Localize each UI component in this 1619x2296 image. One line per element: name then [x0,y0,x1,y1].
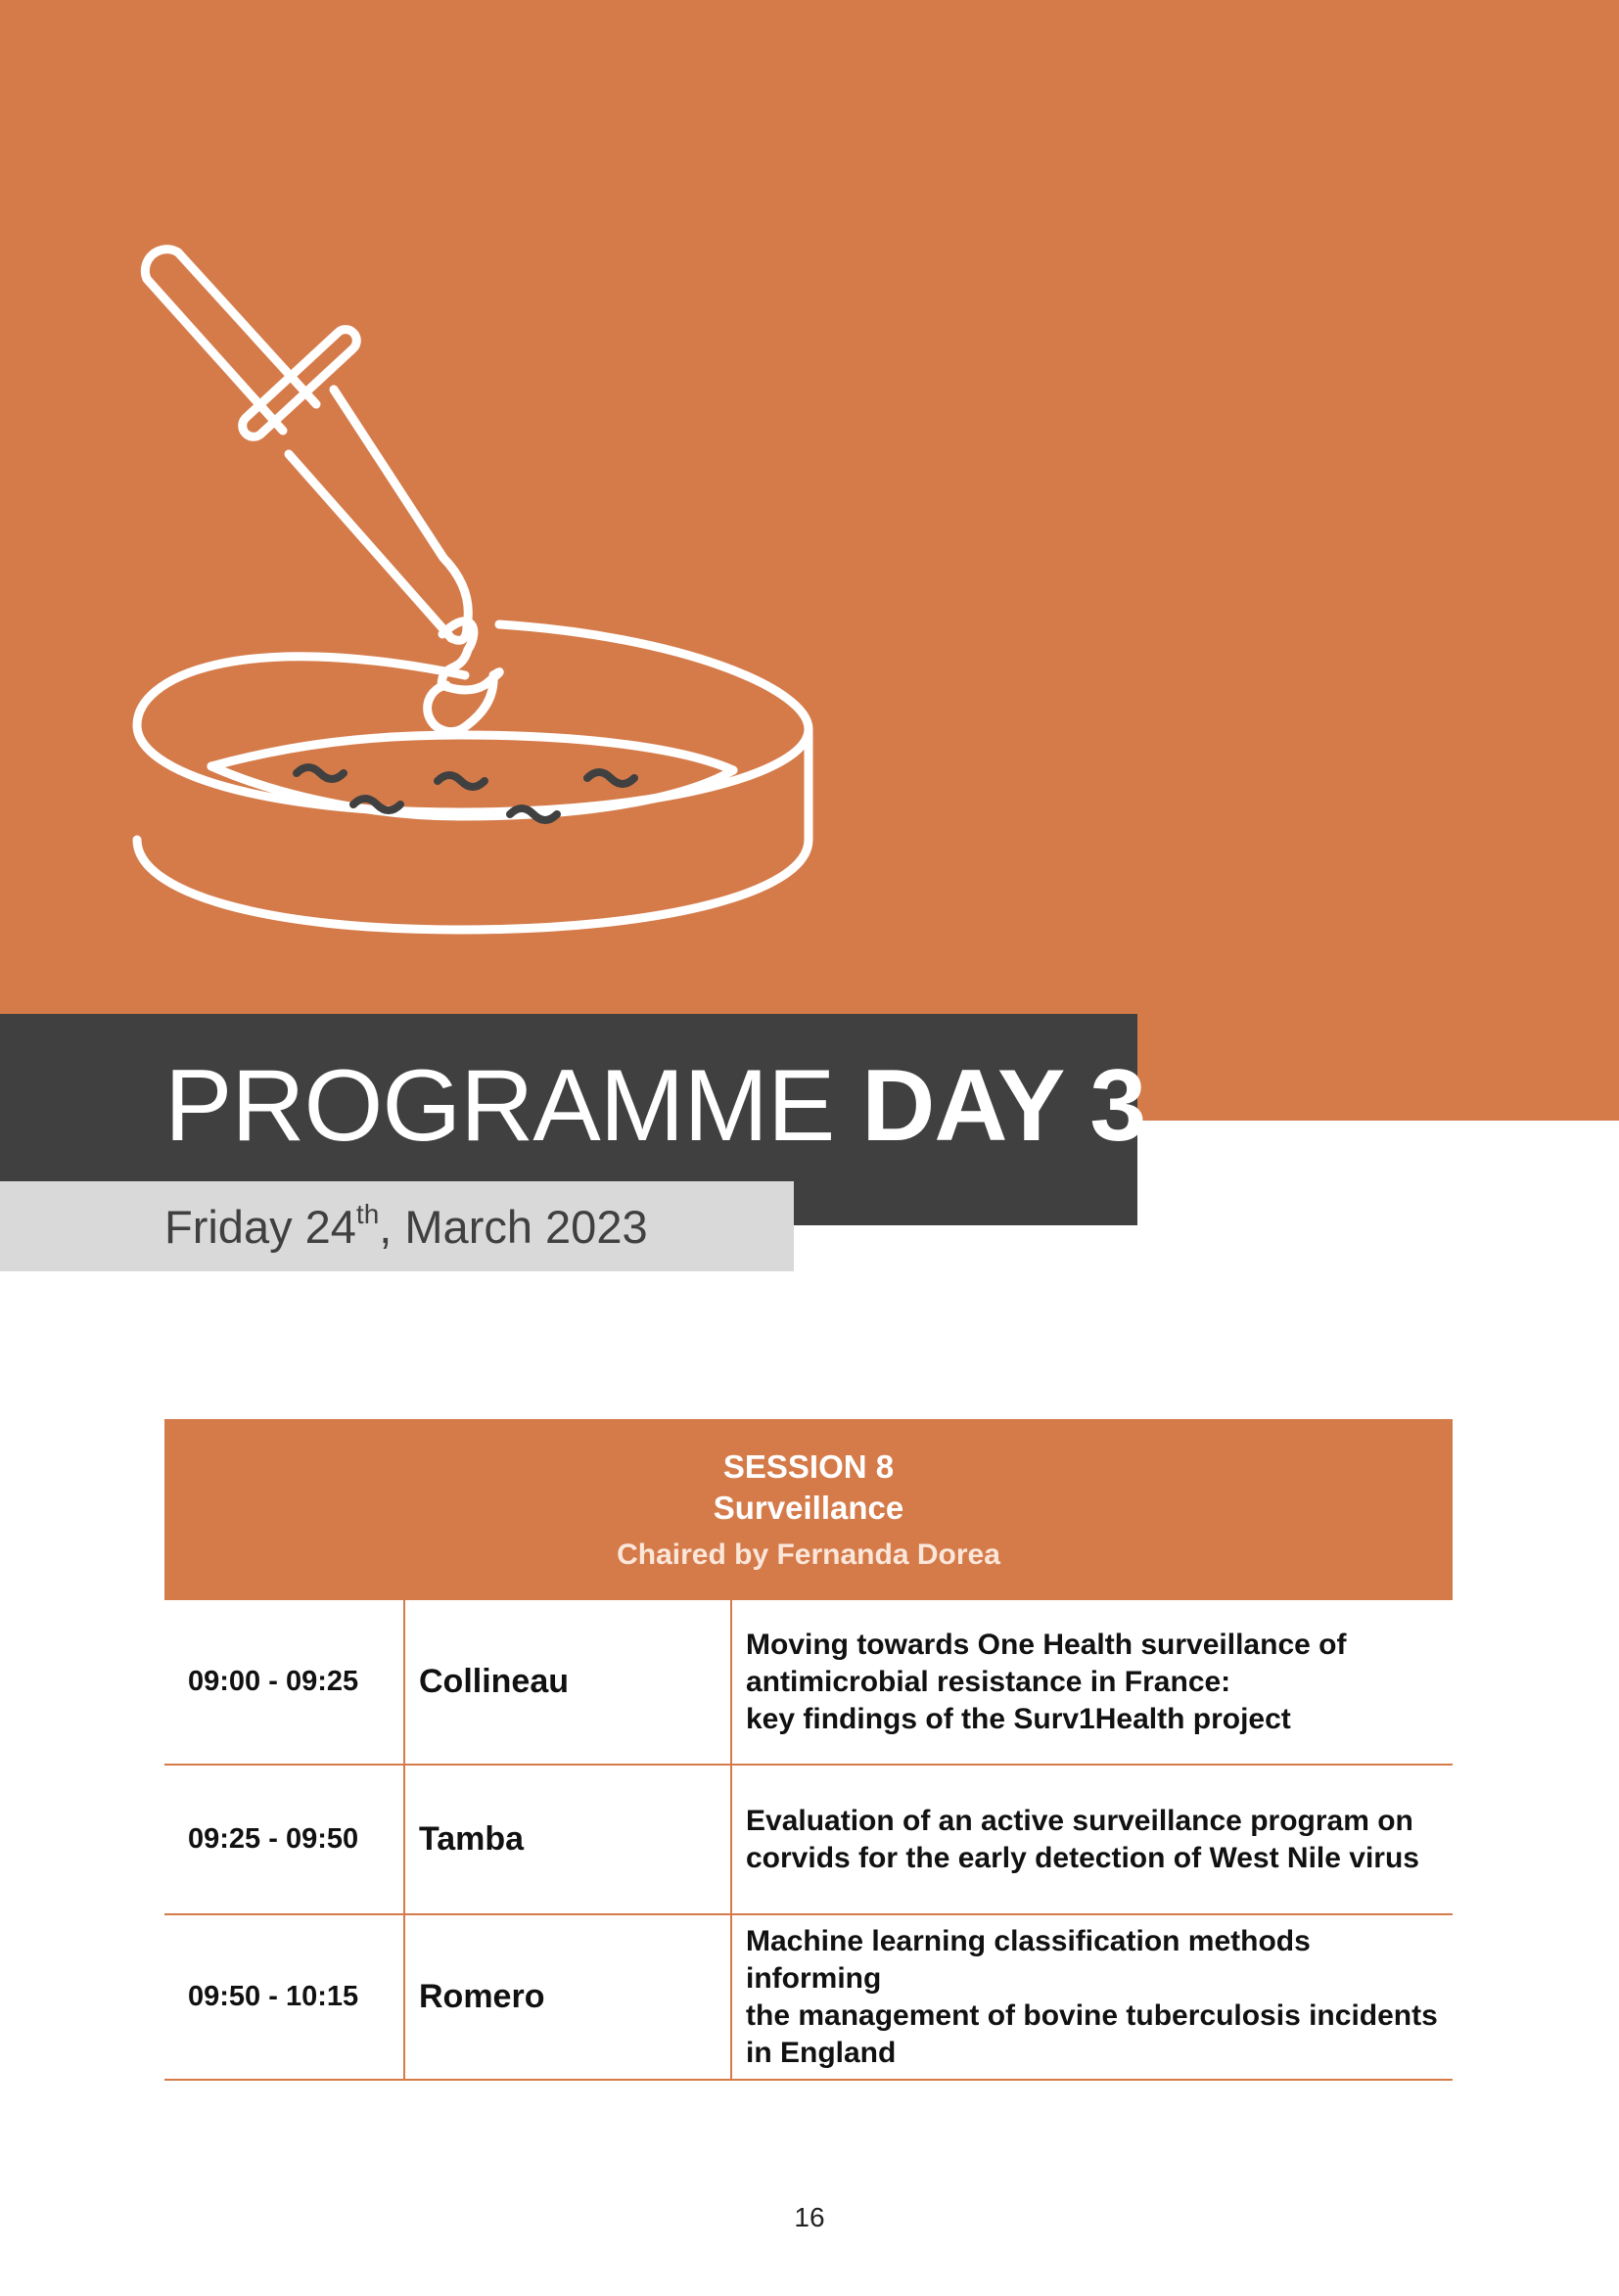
dish-inner [211,735,733,770]
session-name: Surveillance [713,1490,904,1526]
table-row [164,1600,1453,1766]
session-number: SESSION 8 [722,1448,895,1485]
session-table [164,1419,1453,2081]
date-label [164,1196,648,1259]
page-title [164,1047,1145,1165]
title-day: DAY 3 [861,1049,1146,1163]
row-speaker: Collineau [405,1600,732,1764]
table-row [164,1766,1453,1915]
pipette-tube [289,390,468,640]
date-prefix: Friday 24 [164,1201,356,1253]
row-title [732,1766,1453,1913]
session-header [164,1419,1453,1600]
row-time: 09:25 - 09:50 [164,1766,405,1913]
petri-dish-pipette-icon [0,0,881,979]
title-programme: PROGRAMME [164,1049,835,1163]
row-title [732,1600,1453,1764]
row-title-line: key findings of the Surv1Health project [746,1702,1291,1735]
row-title-line: Moving towards One Health surveillance of [746,1628,1347,1661]
row-title-line: Evaluation of an active surveillance program on [746,1804,1413,1837]
row-title-line: antimicrobial resistance in France: [746,1665,1231,1698]
page-number: 16 [794,2202,825,2232]
row-title [732,1915,1453,2079]
row-title-line: corvids for the early detection of West Nile virus [746,1841,1419,1874]
row-time: 09:00 - 09:25 [164,1600,405,1764]
row-speaker: Tamba [405,1766,732,1913]
table-row [164,1915,1453,2081]
row-title-line: the management of bovine tuberculosis incidents [746,1998,1438,2032]
session-chair: Chaired by Fernanda Dorea [617,1538,1000,1571]
date-ordinal: th [355,1199,380,1229]
row-time: 09:50 - 10:15 [164,1915,405,2079]
row-title-line: in England [746,2036,897,2069]
row-title-line: Machine learning classification methods informing [746,1924,1311,1995]
date-suffix: , March 2023 [379,1201,648,1253]
row-speaker: Romero [405,1915,732,2079]
